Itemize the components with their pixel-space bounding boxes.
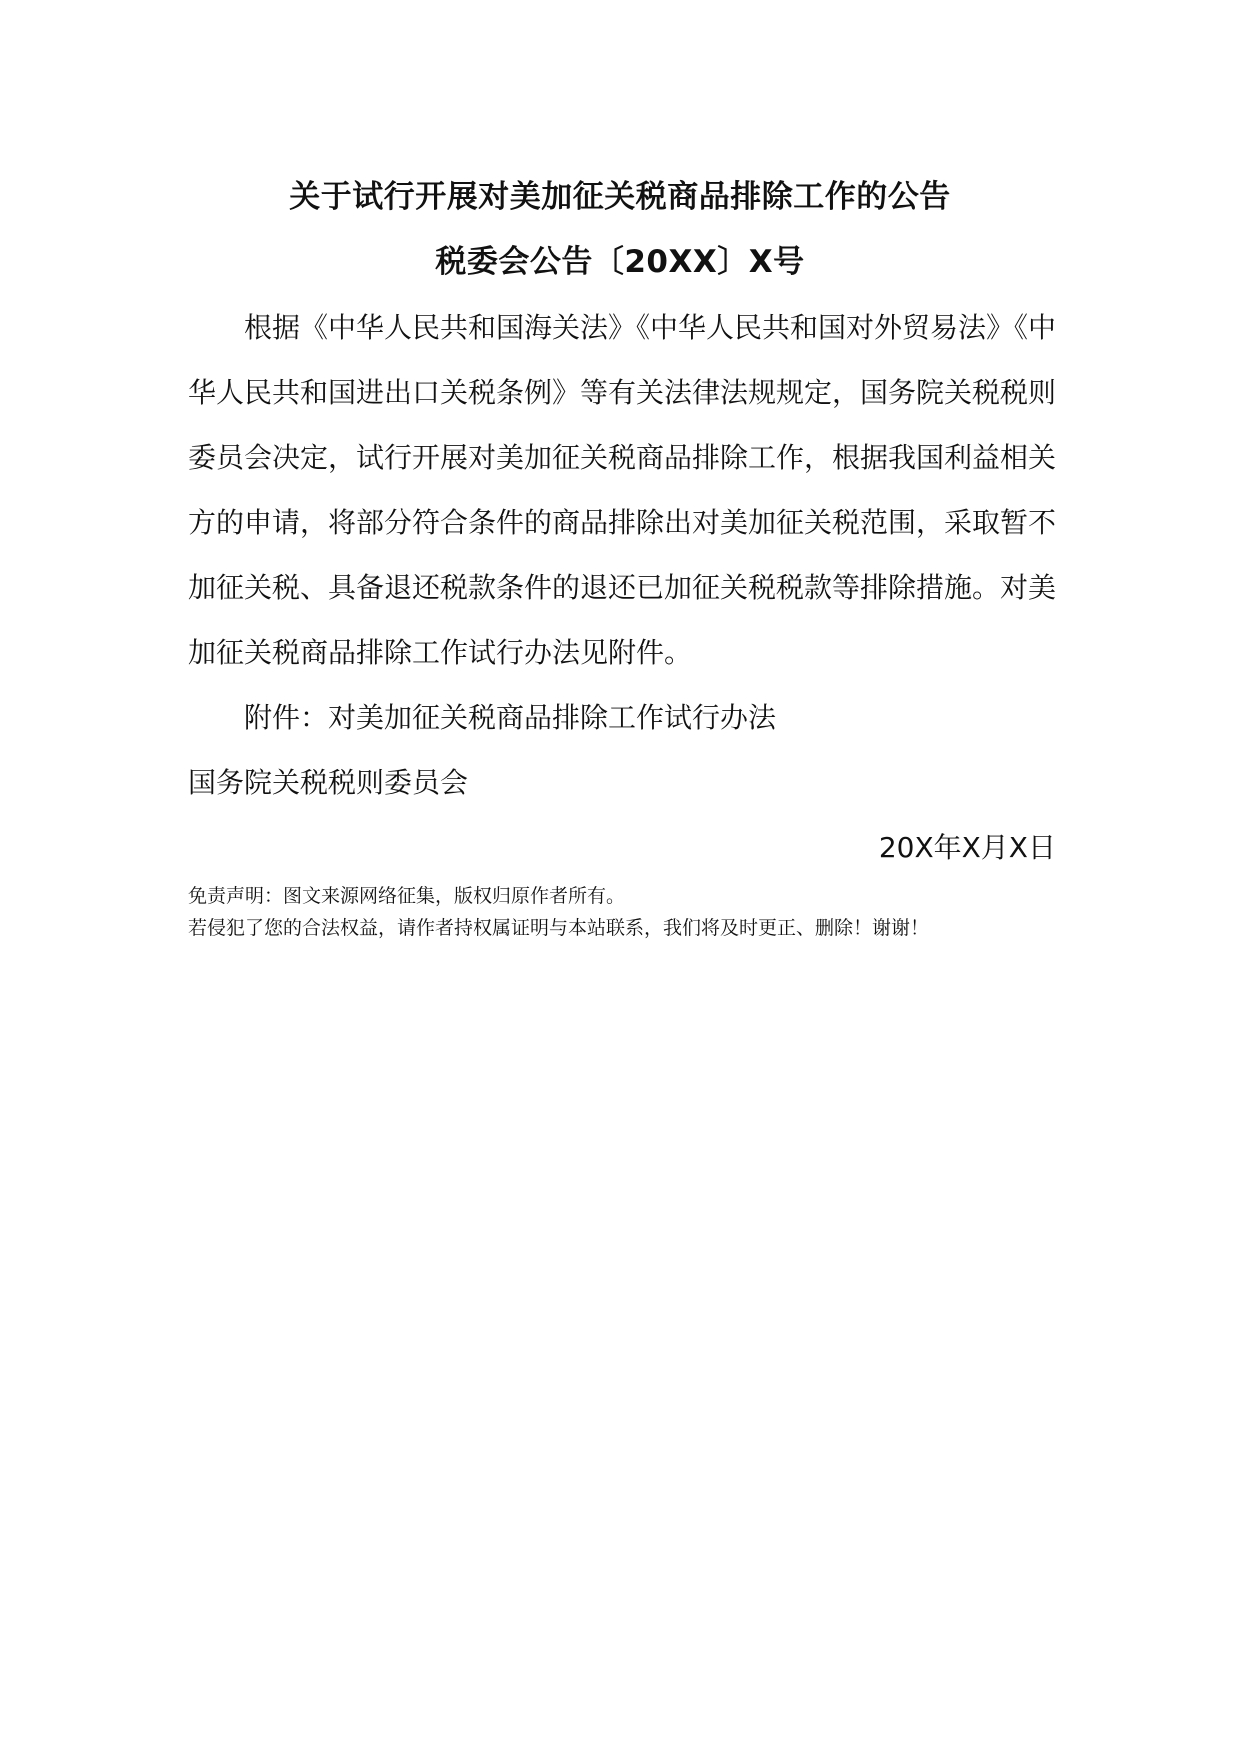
attachment-line: 附件：对美加征关税商品排除工作试行办法 [244,701,777,734]
document-number: 税委会公告〔20XX〕X号 [435,244,805,280]
signer: 国务院关税税则委员会 [188,766,469,799]
document-title: 关于试行开展对美加征关税商品排除工作的公告 [289,179,951,215]
disclaimer-line-1: 免责声明：图文来源网络征集，版权归原作者所有。 [188,885,626,907]
main-paragraph: 根据《中华人民共和国海关法》《中华人民共和国对外贸易法》《中华人民共和国进出口关税条例》等有关法律法规规定，国务院关税税则委员会决定，试行开展对美加征关税商品排除工作，根据我国利益相关方的申请，将部分符合条件的商品排除出对美加征关税范围，采取暂不加征关税、具备退还税款条件的退还已加征关税税款等排除措施。对美加征关税商品排除工作试行办法见附件。 [188,311,1057,669]
issue-date: 20X年X月X日 [878,831,1056,864]
disclaimer-line-2: 若侵犯了您的合法权益，请作者持权属证明与本站联系，我们将及时更正、删除！谢谢！ [188,917,930,939]
